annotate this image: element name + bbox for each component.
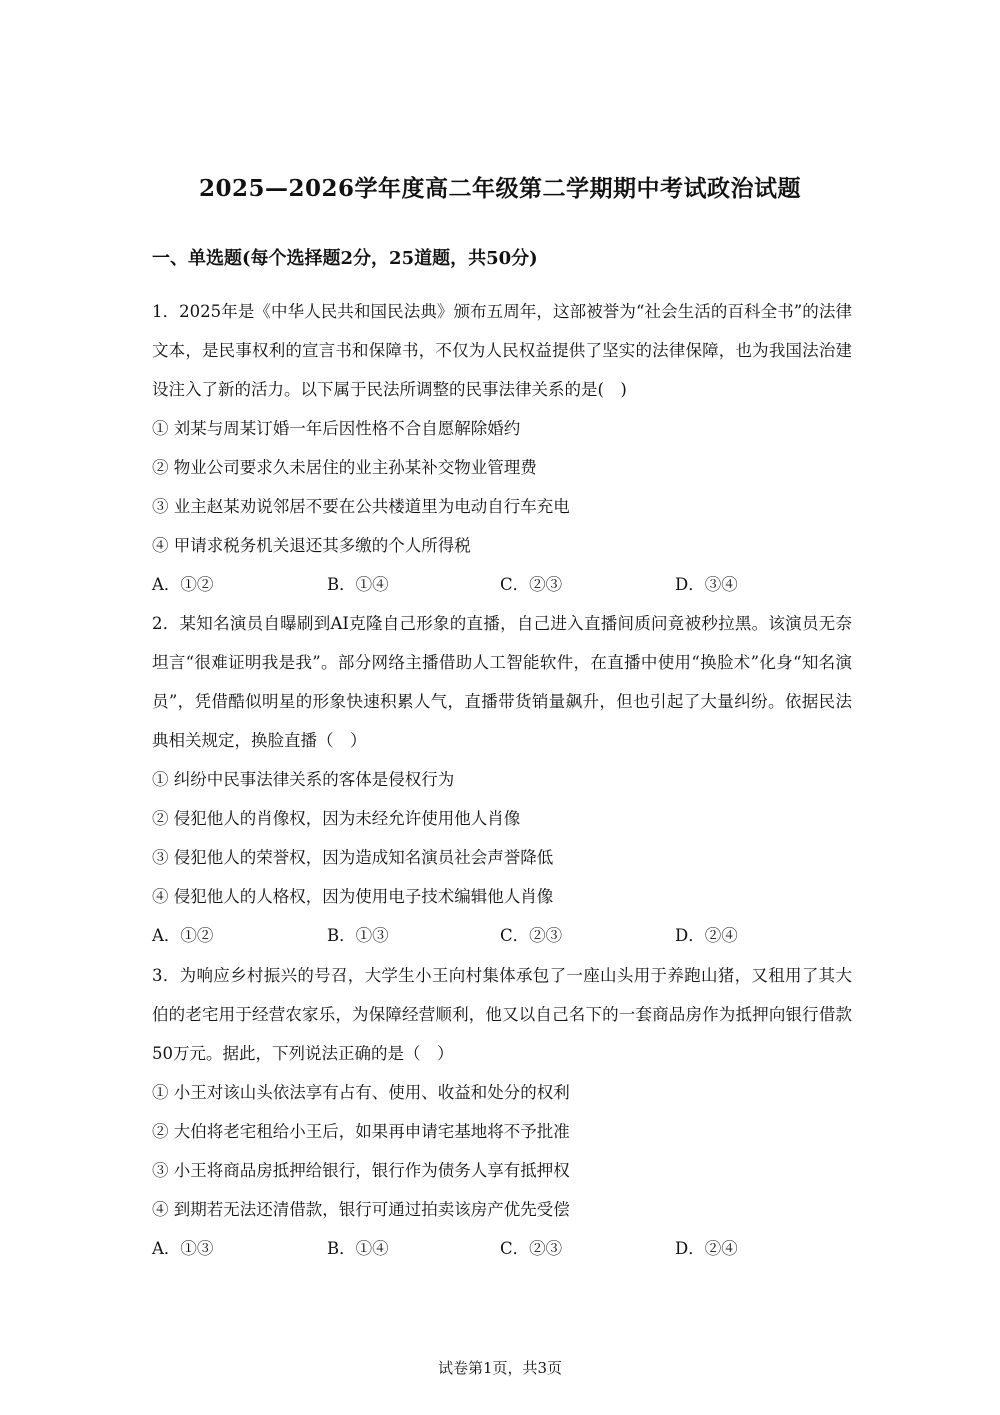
option-b[interactable]: B．①④	[327, 1239, 389, 1258]
page-footer: 试卷第1页，共3页	[437, 1359, 563, 1377]
question-1	[152, 292, 852, 604]
option-a[interactable]: A．①③	[152, 1239, 214, 1258]
choice-item: ④ 到期若无法还清借款，银行可通过拍卖该房产优先受偿	[152, 1200, 570, 1219]
choice-item: ③ 小王将商品房抵押给银行，银行作为债务人享有抵押权	[152, 1161, 570, 1180]
option-d[interactable]: D．③④	[675, 575, 738, 594]
choice-item: ① 小王对该山头依法享有占有、使用、收益和处分的权利	[152, 1083, 570, 1102]
choice-item: ② 大伯将老宅租给小王后，如果再申请宅基地将不予批准	[152, 1122, 570, 1141]
choice-item: ① 刘某与周某订婚一年后因性格不合自愿解除婚约	[152, 419, 521, 438]
option-c[interactable]: C．②③	[500, 1239, 563, 1258]
choice-item: ④ 侵犯他人的人格权，因为使用电子技术编辑他人肖像	[152, 887, 554, 906]
option-d[interactable]: D．②④	[675, 926, 738, 945]
choice-item: ① 纠纷中民事法律关系的客体是侵权行为	[152, 770, 455, 789]
question-2	[152, 604, 852, 955]
choice-item: ③ 业主赵某劝说邻居不要在公共楼道里为电动自行车充电	[152, 497, 570, 516]
option-c[interactable]: C．②③	[500, 575, 563, 594]
option-b[interactable]: B．①④	[327, 575, 389, 594]
option-d[interactable]: D．②④	[675, 1239, 738, 1258]
option-a[interactable]: A．①②	[152, 575, 214, 594]
answer-options	[152, 916, 852, 955]
answer-options	[152, 1229, 852, 1268]
option-a[interactable]: A．①②	[152, 926, 214, 945]
option-b[interactable]: B．①③	[327, 926, 389, 945]
question-stem: 3．为响应乡村振兴的号召，大学生小王向村集体承包了一座山头用于养跑山猪，又租用了其大伯的老宅用于经营农家乐，为保障经营顺利，他又以自己名下的一套商品房作为抵押向银行借款50万元。据此，下列说法正确的是（ ）	[152, 966, 852, 1063]
page-title: 2025—2026学年度高二年级第二学期期中考试政治试题	[198, 175, 802, 202]
section-heading: 一、单选题(每个选择题2分，25道题，共50分)	[152, 248, 538, 269]
question-3	[152, 956, 852, 1268]
choice-item: ④ 甲请求税务机关退还其多缴的个人所得税	[152, 536, 471, 555]
choice-item: ② 物业公司要求久未居住的业主孙某补交物业管理费	[152, 458, 537, 477]
answer-options	[152, 565, 852, 604]
choice-item: ③ 侵犯他人的荣誉权，因为造成知名演员社会声誉降低	[152, 848, 554, 867]
option-c[interactable]: C．②③	[500, 926, 563, 945]
choice-item: ② 侵犯他人的肖像权，因为未经允许使用他人肖像	[152, 809, 521, 828]
question-stem: 2．某知名演员自曝刷到AI克隆自己形象的直播，自己进入直播间质问竟被秒拉黑。该演员无奈坦言“很难证明我是我”。部分网络主播借助人工智能软件，在直播中使用“换脸术”化身“知名演员”，凭借酷似明星的形象快速积累人气，直播带货销量飙升，但也引起了大量纠纷。依据民法典相关规定，换脸直播（ ）	[152, 614, 852, 750]
question-stem: 1．2025年是《中华人民共和国民法典》颁布五周年，这部被誉为“社会生活的百科全书”的法律文本，是民事权利的宣言书和保障书，不仅为人民权益提供了坚实的法律保障，也为我国法治建设注入了新的活力。以下属于民法所调整的民事法律关系的是( )	[152, 302, 852, 399]
